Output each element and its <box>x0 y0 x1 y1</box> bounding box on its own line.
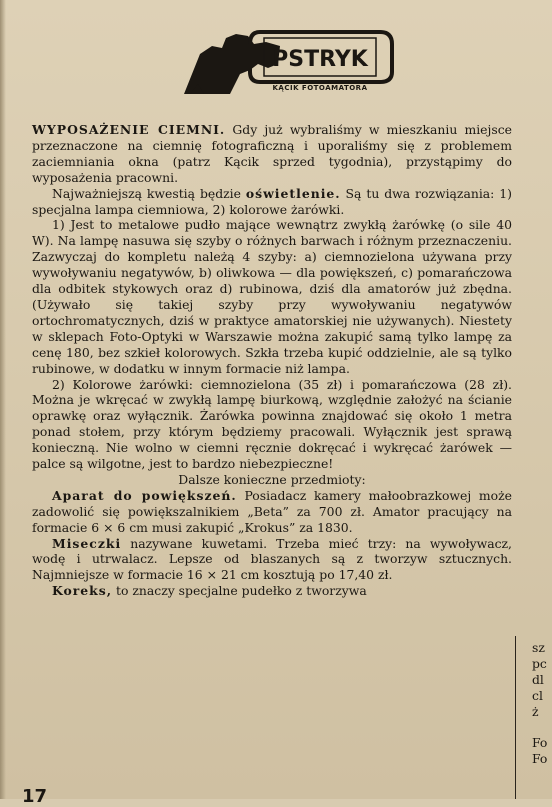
side-line: dl <box>532 671 544 687</box>
paragraph-lighting: Najważniejszą kwestią będzie oświetlenie. Są tu dwa rozwiązania: 1) specjalna lampa ciemniowa, 2) kolorowe żarówki. <box>32 185 512 217</box>
side-line: ż <box>532 703 539 719</box>
side-line <box>532 719 552 735</box>
page-number: 17 <box>22 786 48 807</box>
side-line: sz <box>532 640 545 655</box>
side-line: pc <box>532 655 547 671</box>
paragraph-trays: Miseczki nazywane kuwetami. Trzeba mieć trzy: na wywoływacz, wodę i utrwalacz. Lepsze od blaszanych są z tworzyw sztucznych. Najmniejsze w formacie 16 × 21 cm kosztują po 17,40 zł. <box>32 535 512 583</box>
column-header-logo <box>170 24 400 104</box>
paragraph-colored-bulbs: 2) Kolorowe żarówki: ciemnozielona (35 zł) i pomarańczowa (28 zł). Można je wkręcać w zwykłą lampę biurkową, względnie założyć na ścianie oprawkę oraz wyłącznik. Żarówka powinna znajdować się około 1 metra ponad stołem, przy którym będziemy pracowali. Wyłącznik jest sprawą konieczną. Nie wolno w ciemni ręcznie dokręcać i wykręcać żarówek — palce są wilgotne, jest to bardzo niebezpieczne! <box>32 376 512 472</box>
paragraph-enlarger: Aparat do powiększeń. Posiadacz kamery małoobrazkowej może zadowolić się powiększalnikiem „Beta” za 700 zł. Amator pracujący na formacie 6 × 6 cm musi zakupić „Krokus” za 1830. <box>32 487 512 535</box>
page-edge-shadow <box>0 0 6 799</box>
side-line: cl <box>532 687 543 703</box>
paragraph-darkroom-equipment: WYPOSAŻENIE CIEMNI. Gdy już wybraliśmy w mieszkaniu miejsce przeznaczone na ciemnię fotograficzną i uporaliśmy się z problemem zaciemniania okna (patrz Kącik sprzed tygodnia), przystąpimy do wyposażenia pracowni. <box>32 122 512 185</box>
article-body <box>32 122 512 599</box>
column-divider <box>515 636 516 799</box>
section-heading: WYPOSAŻENIE CIEMNI. <box>32 122 226 137</box>
side-line: Fo <box>532 735 548 751</box>
adjacent-column-fragment <box>532 640 552 767</box>
logo-subtitle: KĄCIK FOTOAMATORA <box>272 84 368 92</box>
paragraph-further-items: Dalsze konieczne przedmioty: <box>178 471 366 487</box>
side-line: Fo <box>532 751 548 767</box>
photographer-silhouette-logo-icon <box>170 24 400 104</box>
logo-title: PSTRYK <box>272 47 368 72</box>
paragraph-safelight-lamp: 1) Jest to metalowe pudło mające wewnątrz zwykłą żarówkę (o sile 40 W). Na lampę nasuwa się szyby o różnych barwach i różnym przeznaczeniu. Zazwyczaj do kompletu należą 4 szyby: a) ciemnozielona używana przy wywoływaniu negatywów, b) oliwkowa — dla powiększeń, c) pomarańczowa dla odbitek stykowych oraz d) rubinowa, dziś dla amatorów już zbędna. (Używało się takiej szyby przy wywoływaniu negatywów ortochromatycznych, dziś w praktyce amatorskiej nie używanych). Niestety w sklepach Foto-Optyki w Warszawie można zakupić samą tylko lampę za cenę 180, bez szkieł kolorowych. Szkła trzeba kupić oddzielnie, ale są tylko rubinowe, w dodatku w innym formacie niż lampa. <box>32 217 512 376</box>
paragraph-developing-tank: Koreks, to znaczy specjalne pudełko z tworzywa <box>52 583 367 599</box>
